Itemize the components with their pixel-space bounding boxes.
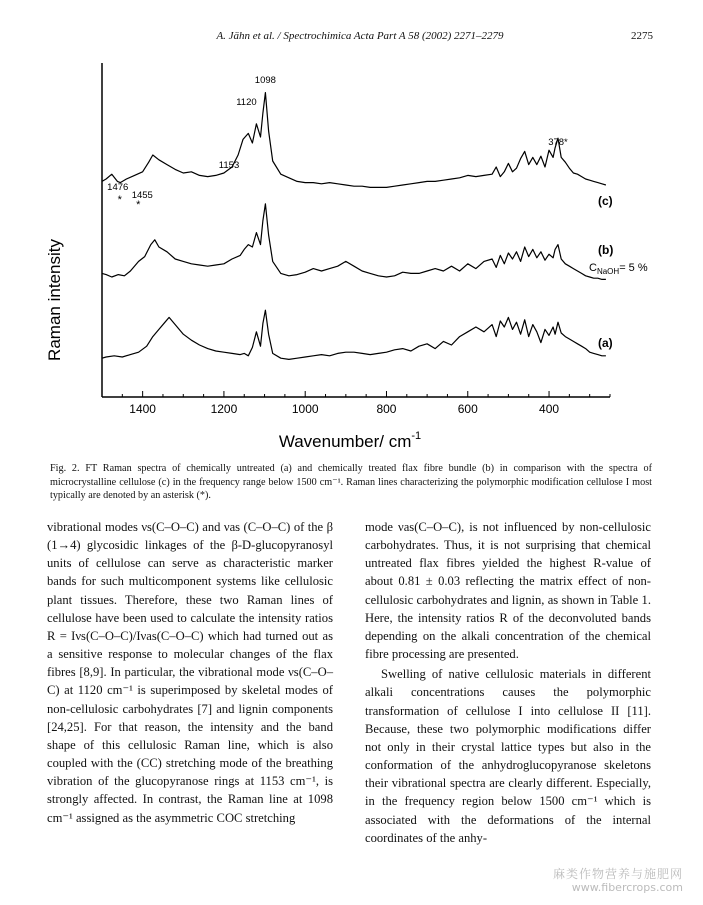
raman-spectra-figure xyxy=(40,55,660,455)
body-column-right xyxy=(365,518,651,847)
peak-label: 1455 xyxy=(131,190,153,201)
spectrum-curve-a xyxy=(102,310,606,359)
concentration-subscript: NaOH xyxy=(596,267,620,276)
body-column-left xyxy=(47,518,333,827)
x-tick-label: 600 xyxy=(457,402,478,416)
concentration-value: = 5 % xyxy=(619,262,648,274)
peak-label: 1153 xyxy=(218,160,240,171)
watermark-url: www.fibercrops.com xyxy=(571,881,683,894)
x-tick-label: 400 xyxy=(539,402,560,416)
figure-caption: Fig. 2. FT Raman spectra of chemically untreated (a) and chemically treated flax fibre bundle (b) in comparison with the spectra of microcrystalline cellulose (c) in the frequency range below 1500 cm⁻¹. Raman lines characterizing the polymorphic modification cellulose I most typically are denoted by an asterisk (*). xyxy=(50,463,652,501)
chart-axes xyxy=(102,63,610,416)
body-paragraph: Swelling of native cellulosic materials in different alkali concentrations causes the polymorphic transformation of cellulose I into cellulose II [11]. Because, these two polymorphic modifications differ not only in their crystal lattice types but also in the conformation of the anhydroglucopyranose skeletons their vibrational spectra are clearly different. Especially, in the frequency region below 1500 cm⁻¹ which is associated with the deformations of the internal coordinates of the anhy- xyxy=(365,667,651,845)
spectrum-curve-b xyxy=(102,204,606,280)
body-paragraph: vibrational modes νs(C–O–C) and νas (C–O–C) of the β (1→4) glycosidic linkages of the β-D-glucopyranosyl units of cellulose can serve as characteristic marker bands for such multicomponent systems like cellulosic plant tissues. Therefore, these two Raman lines of cellulose have been used to calculate the intensity ratios R = Iνs(C–O–C)/Iνas(C–O–C) which had turned out as a sensitive response to molecular changes of the flax fibres [8,9]. In particular, the vibrational mode νs(C–O–C) at 1120 cm⁻¹ is superimposed by skeletal modes of non-cellulosic carbohydrates [7] and lignin components [24,25]. For that reason, the intensity and the band shape of this cellulosic Raman line, which is also coupled with the (CC) stretching mode of the breathing vibration of the glucopyranose rings at 1153 cm⁻¹, is strongly affected. In contrast, the Raman line at 1098 cm⁻¹ assigned as the asymmetric COC stretching xyxy=(47,520,333,825)
x-axis-label-exponent: -1 xyxy=(411,430,422,442)
peak-label: 1476 xyxy=(107,182,129,193)
body-paragraph: mode νas(C–O–C), is not influenced by non-cellulosic carbohydrates. Thus, it is not surprising that chemical untreated flax fibres yielded the highest R-value of about 0.81 ± 0.03 reflecting the matrix effect of non-cellulosic carbohydrates and lignin, as shown in Table 1. Here, the intensity ratios R of the deconvoluted bands depending on the alkali concentration of the chemical fibre processing are presented. xyxy=(365,520,651,662)
peak-label: 1098 xyxy=(254,75,276,86)
y-axis-label: Raman intensity xyxy=(45,239,64,361)
site-watermark xyxy=(553,868,683,894)
concentration-label xyxy=(589,262,648,276)
x-tick-label: 1400 xyxy=(129,402,156,416)
x-tick-label: 1000 xyxy=(291,402,319,416)
x-tick-label: 800 xyxy=(376,402,397,416)
curve-label-c: (c) xyxy=(598,194,613,208)
chart-curves xyxy=(102,93,606,360)
chart-annotations xyxy=(107,75,613,350)
x-axis-label xyxy=(279,430,421,451)
spectrum-curve-c xyxy=(102,93,606,188)
peak-asterisk: * xyxy=(117,194,122,206)
curve-label-b: (b) xyxy=(598,243,614,257)
peak-label: 1120 xyxy=(236,97,257,108)
x-axis-label-text: Wavenumber/ cm xyxy=(278,432,412,451)
page-number: 2275 xyxy=(631,30,653,42)
peak-label: 378* xyxy=(548,137,568,148)
journal-citation: A. Jähn et al. / Spectrochimica Acta Part A 58 (2002) 2271–2279 xyxy=(216,30,504,42)
concentration-c: C xyxy=(589,262,597,274)
curve-label-a: (a) xyxy=(598,336,613,350)
x-tick-label: 1200 xyxy=(210,402,238,416)
watermark-title: 麻类作物营养与施肥网 xyxy=(552,867,683,881)
peak-asterisk: * xyxy=(136,199,141,211)
running-header xyxy=(0,30,703,48)
